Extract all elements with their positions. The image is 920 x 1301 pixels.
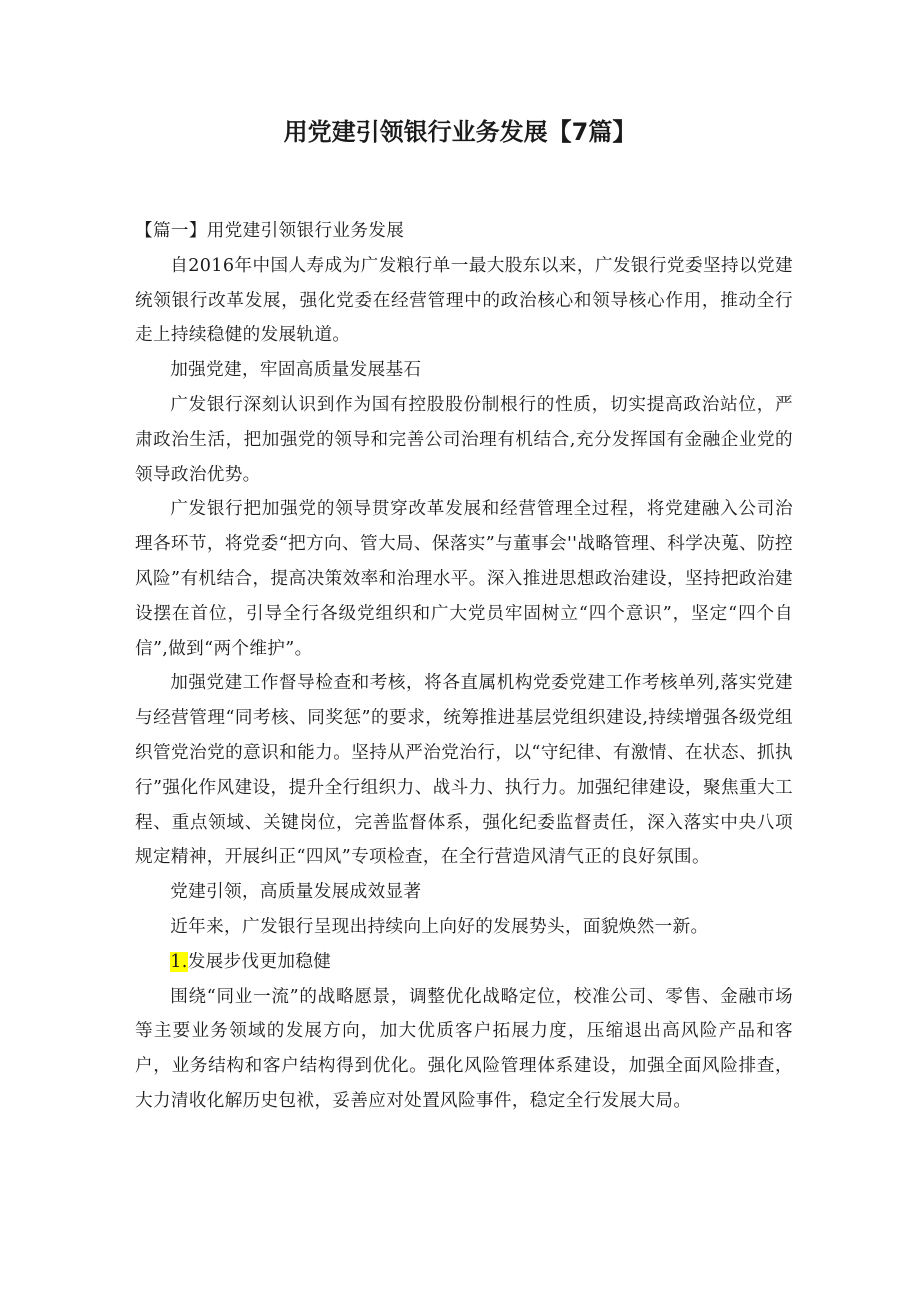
paragraph: 广发银行把加强党的领导贯穿改革发展和经营管理全过程，将党建融入公司治理各环节，将党委“把方向、管大局、保落实”与董事会''战略管理、科学决蒐、防控风险”有机结合，提高决策效率和治理水平。深入推进思想政治建设，坚持把政治建设摆在首位，引导全行各级党组织和广大党员牢固树立“四个意识”，坚定“四个自信”,做到“两个维护”。	[135, 499, 793, 659]
list-marker: 1.	[170, 951, 188, 972]
paragraph: 广发银行深刻认识到作为国有控股股份制根行的性质，切实提高政治站位，严肃政治生活，把加强党的领导和完善公司治理有机结合,充分发挥国有金融企业党的领导政治优势。	[135, 394, 793, 485]
subheading: 党建引领，高质量发展成效显著	[170, 882, 422, 903]
section-heading: 【篇一】用党建引领银行业务发展	[135, 221, 405, 241]
subheading: 加强党建，牢固高质量发展基石	[170, 360, 422, 381]
document-body	[135, 214, 793, 1119]
paragraph: 加强党建工作督导检查和考核，将各直属机构党委党建工作考核单列,落实党建与经营管理“同考核、同奖惩”的要求，统筹推进基层党组织建设,持续增强各级党组织管党治党的意识和能力。坚持从严治党治行，以“守纪律、有激情、在状态、抓执行”强化作风建设，提升全行组织力、战斗力、执行力。加强纪律建设，聚焦重大工程、重点领域、关键岗位，完善监督体系，强化纪委监督责任，深入落实中央八项规定精神，开展纠正“四风”专项检查，在全行营造风清气正的良好氛围。	[135, 673, 793, 868]
paragraph: 围绕“同业一流”的战略愿景，调整优化战略定位，校准公司、零售、金融市场等主要业务领域的发展方向，加大优质客户拓展力度，压缩退出高风险产品和客户，业务结构和客户结构得到优化。强化风险管理体系建设，加强全面风险排查，大力清收化解历史包袱，妥善应对处置风险事件，稳定全行发展大局。	[135, 986, 793, 1111]
numbered-subheading	[135, 945, 793, 980]
document-title: 用党建引领银行业务发展【7篇】	[283, 118, 637, 146]
paragraph: 自2016年中国人寿成为广发粮行单一最大股东以来，广发银行党委坚持以党建统领银行改革发展，强化党委在经营管理中的政治核心和领导核心作用，推动全行走上持续稳健的发展轨道。	[135, 255, 793, 346]
numbered-subheading-text: 发展步伐更加稳健	[187, 951, 332, 972]
paragraph: 近年来，广发银行呈现出持续向上向好的发展势头，面貌焕然一新。	[170, 916, 709, 937]
